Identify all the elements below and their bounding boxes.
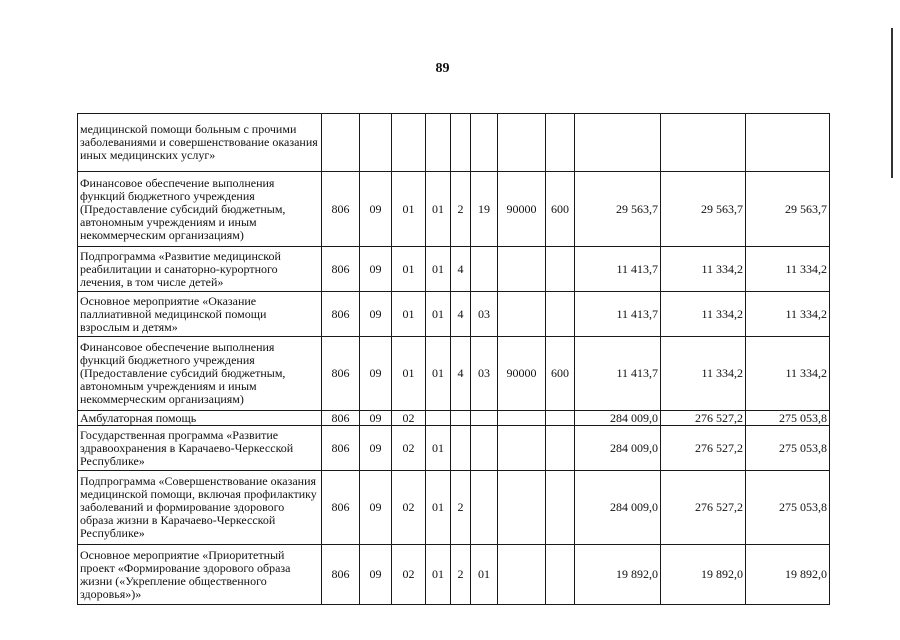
cell-year3: [746, 114, 830, 172]
cell-cs1: 01: [426, 426, 451, 471]
row-name: Подпрограмма «Развитие медицинской реабилитации и санаторно-курортного лечения, в том числе детей»: [78, 247, 322, 292]
cell-cs3: [471, 411, 498, 426]
cell-pr: 02: [392, 426, 426, 471]
cell-rz: 09: [360, 426, 392, 471]
cell-pr: [392, 114, 426, 172]
cell-cs1: [426, 411, 451, 426]
row-name: Основное мероприятие «Приоритетный проект «Формирование здорового образа жизни («Укрепление общественного здоровья»)»: [78, 545, 322, 605]
cell-rz: 09: [360, 545, 392, 605]
cell-cs3: [471, 471, 498, 545]
budget-table: [77, 113, 830, 605]
cell-year1: 19 892,0: [575, 545, 661, 605]
cell-cs4: 90000: [498, 337, 546, 411]
row-name: Подпрограмма «Совершенствование оказания медицинской помощи, включая профилактику заболеваний и формирование здорового образа жизни в Карачаево-Черкесской Республике»: [78, 471, 322, 545]
cell-pr: 01: [392, 172, 426, 247]
cell-year3: 11 334,2: [746, 337, 830, 411]
cell-cs2: 4: [451, 337, 471, 411]
cell-rz: [360, 114, 392, 172]
cell-cs2: 4: [451, 292, 471, 337]
table-row: [78, 471, 830, 545]
cell-cs1: 01: [426, 471, 451, 545]
cell-pr: 02: [392, 545, 426, 605]
row-name: Финансовое обеспечение выполнения функций бюджетного учреждения (Предоставление субсидий бюджетным, автономным учреждениям и иным некоммерческим организациям): [78, 172, 322, 247]
cell-year2: 19 892,0: [661, 545, 746, 605]
cell-vr: [546, 411, 575, 426]
cell-year2: 276 527,2: [661, 471, 746, 545]
cell-ved: 806: [322, 545, 360, 605]
cell-year1: [575, 114, 661, 172]
table-row: [78, 545, 830, 605]
cell-cs2: [451, 411, 471, 426]
cell-vr: [546, 426, 575, 471]
scan-edge-mark: [891, 28, 893, 178]
cell-cs3: 03: [471, 337, 498, 411]
cell-pr: 02: [392, 411, 426, 426]
cell-year2: [661, 114, 746, 172]
cell-cs3: 01: [471, 545, 498, 605]
cell-cs3: 19: [471, 172, 498, 247]
cell-cs3: [471, 426, 498, 471]
row-name: Основное мероприятие «Оказание паллиативной медицинской помощи взрослым и детям»: [78, 292, 322, 337]
row-name: Финансовое обеспечение выполнения функций бюджетного учреждения (Предоставление субсидий бюджетным, автономным учреждениям и иным некоммерческим организациям): [78, 337, 322, 411]
cell-year3: 19 892,0: [746, 545, 830, 605]
cell-year2: 29 563,7: [661, 172, 746, 247]
cell-ved: 806: [322, 292, 360, 337]
cell-cs3: [471, 114, 498, 172]
cell-rz: 09: [360, 172, 392, 247]
cell-year1: 29 563,7: [575, 172, 661, 247]
cell-cs1: [426, 114, 451, 172]
cell-ved: 806: [322, 411, 360, 426]
cell-vr: [546, 247, 575, 292]
cell-year1: 11 413,7: [575, 337, 661, 411]
cell-cs3: [471, 247, 498, 292]
table-row: [78, 114, 830, 172]
cell-cs4: [498, 292, 546, 337]
cell-pr: 01: [392, 337, 426, 411]
cell-ved: 806: [322, 247, 360, 292]
cell-cs1: 01: [426, 337, 451, 411]
table-row: [78, 426, 830, 471]
cell-year2: 11 334,2: [661, 247, 746, 292]
cell-pr: 02: [392, 471, 426, 545]
cell-pr: 01: [392, 292, 426, 337]
cell-year2: 11 334,2: [661, 292, 746, 337]
cell-cs4: 90000: [498, 172, 546, 247]
cell-cs4: [498, 426, 546, 471]
cell-cs4: [498, 545, 546, 605]
cell-cs4: [498, 114, 546, 172]
cell-vr: [546, 114, 575, 172]
row-name: медицинской помощи больным с прочими заболеваниями и совершенствование оказания иных медицинских услуг»: [78, 114, 322, 172]
cell-year1: 11 413,7: [575, 247, 661, 292]
cell-year3: 29 563,7: [746, 172, 830, 247]
cell-year1: 284 009,0: [575, 426, 661, 471]
cell-cs2: 4: [451, 247, 471, 292]
cell-year3: 11 334,2: [746, 247, 830, 292]
cell-cs2: 2: [451, 172, 471, 247]
cell-cs3: 03: [471, 292, 498, 337]
cell-cs1: 01: [426, 247, 451, 292]
cell-year3: 275 053,8: [746, 426, 830, 471]
cell-ved: 806: [322, 337, 360, 411]
page-number: 89: [435, 61, 450, 76]
cell-cs2: 2: [451, 471, 471, 545]
table-row: [78, 172, 830, 247]
row-name: Амбулаторная помощь: [78, 411, 322, 426]
cell-year3: 275 053,8: [746, 411, 830, 426]
cell-vr: 600: [546, 337, 575, 411]
cell-cs1: 01: [426, 292, 451, 337]
cell-cs2: [451, 426, 471, 471]
cell-year1: 11 413,7: [575, 292, 661, 337]
cell-cs4: [498, 247, 546, 292]
cell-year2: 276 527,2: [661, 426, 746, 471]
cell-ved: 806: [322, 426, 360, 471]
cell-cs2: [451, 114, 471, 172]
cell-rz: 09: [360, 411, 392, 426]
cell-ved: 806: [322, 172, 360, 247]
cell-pr: 01: [392, 247, 426, 292]
table-row: [78, 411, 830, 426]
cell-year1: 284 009,0: [575, 471, 661, 545]
cell-year2: 11 334,2: [661, 337, 746, 411]
cell-cs2: 2: [451, 545, 471, 605]
cell-year1: 284 009,0: [575, 411, 661, 426]
cell-cs1: 01: [426, 172, 451, 247]
table-row: [78, 337, 830, 411]
cell-rz: 09: [360, 471, 392, 545]
cell-rz: 09: [360, 292, 392, 337]
row-name: Государственная программа «Развитие здравоохранения в Карачаево-Черкесской Республике»: [78, 426, 322, 471]
cell-vr: [546, 471, 575, 545]
cell-year3: 11 334,2: [746, 292, 830, 337]
cell-cs4: [498, 471, 546, 545]
cell-year2: 276 527,2: [661, 411, 746, 426]
cell-vr: [546, 545, 575, 605]
cell-cs1: 01: [426, 545, 451, 605]
table-row: [78, 247, 830, 292]
cell-cs4: [498, 411, 546, 426]
cell-rz: 09: [360, 337, 392, 411]
cell-year3: 275 053,8: [746, 471, 830, 545]
cell-vr: [546, 292, 575, 337]
cell-ved: [322, 114, 360, 172]
cell-ved: 806: [322, 471, 360, 545]
table-row: [78, 292, 830, 337]
cell-vr: 600: [546, 172, 575, 247]
cell-rz: 09: [360, 247, 392, 292]
